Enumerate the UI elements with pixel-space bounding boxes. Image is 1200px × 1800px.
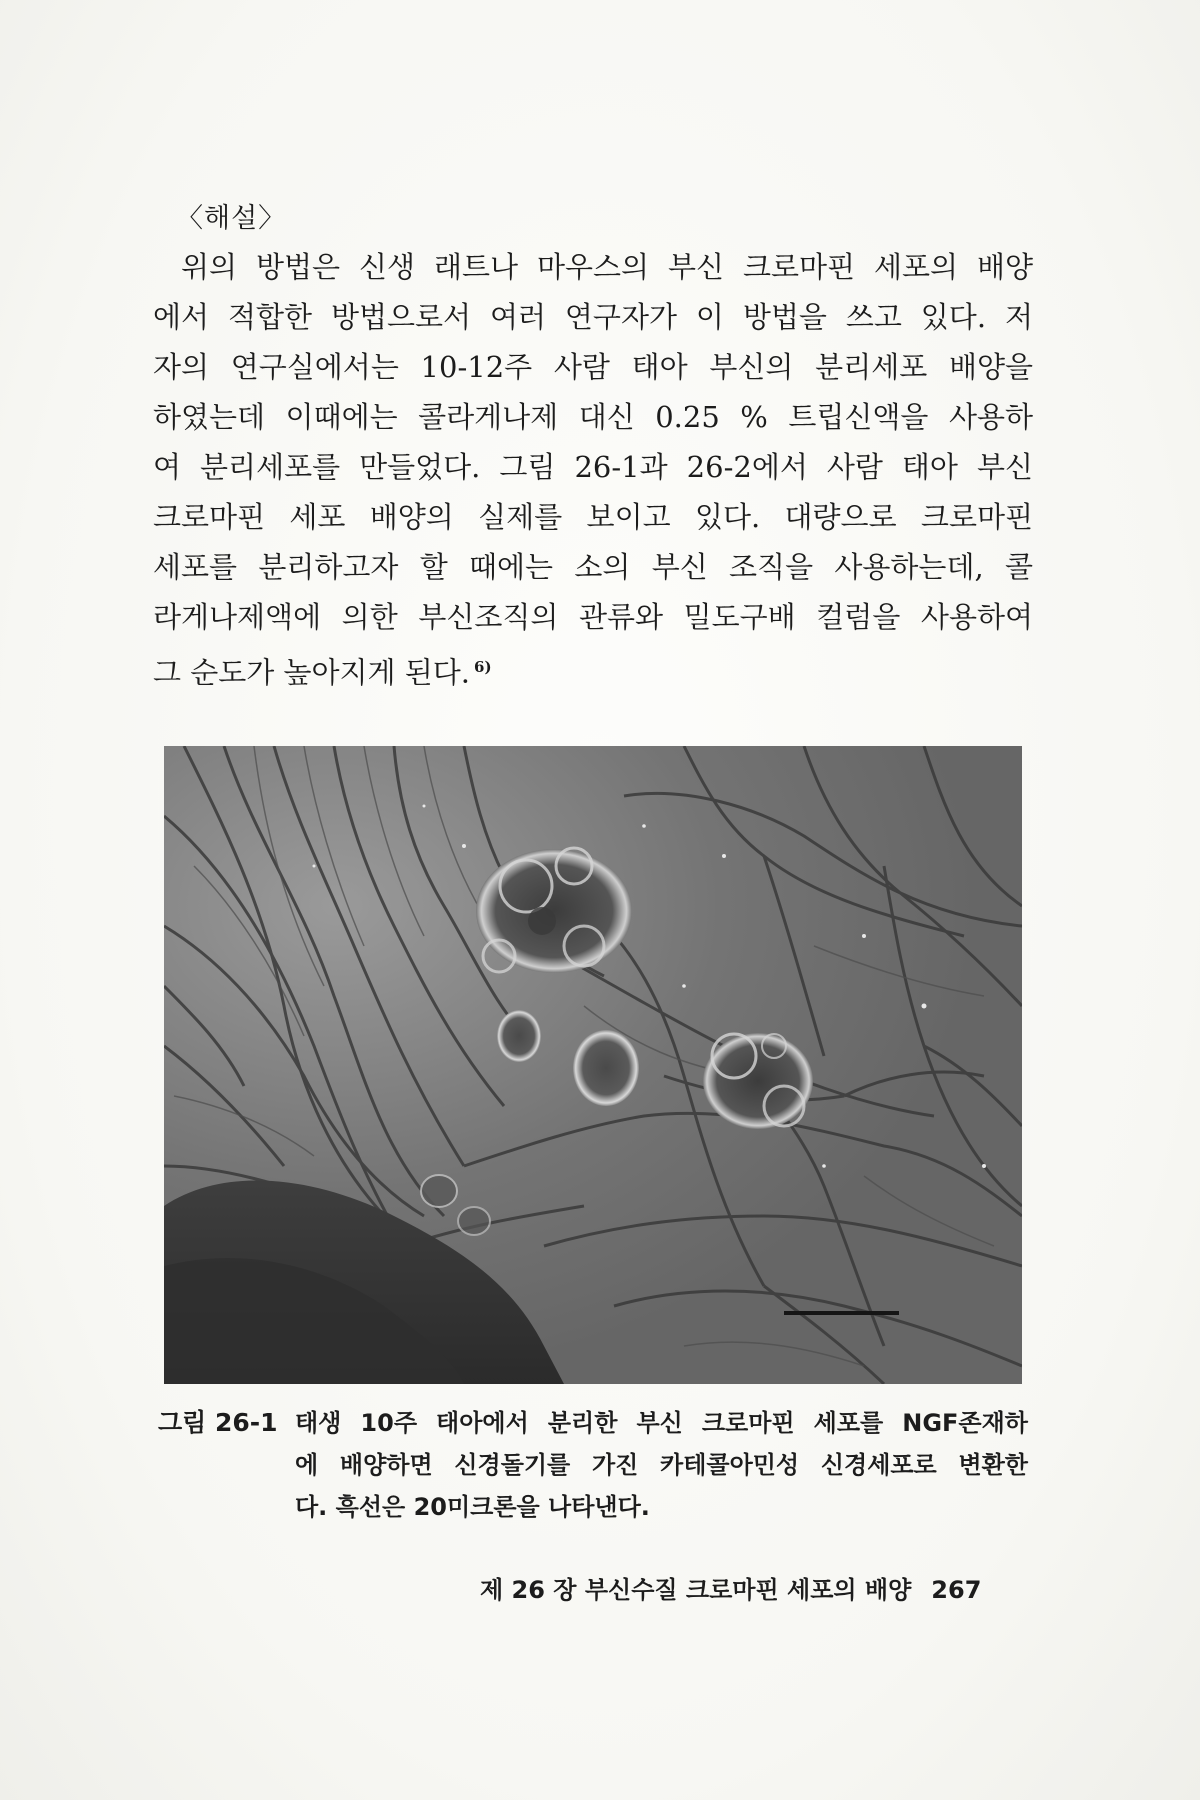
cell-cluster bbox=[703, 1033, 813, 1129]
body-line-text: 그 순도가 높아지게 된다. bbox=[153, 655, 471, 690]
body-line-last bbox=[153, 642, 1033, 692]
caption-line: 에 배양하면 신경돌기를 가진 카테콜아민성 신경세포로 변환한 bbox=[295, 1451, 1028, 1479]
body-line: 에서 적합한 방법으로서 여러 연구자가 이 방법을 쓰고 있다. 저 bbox=[153, 300, 1033, 334]
micrograph-image bbox=[164, 746, 1022, 1384]
chapter-title: 제 26 장 부신수질 크로마핀 세포의 배양 bbox=[480, 1576, 912, 1604]
section-heading: 〈해설〉 bbox=[176, 203, 287, 234]
citation-superscript: 6) bbox=[474, 658, 492, 676]
caption-line: 다. 흑선은 20미크론을 나타낸다. bbox=[295, 1493, 650, 1521]
cell-cluster bbox=[476, 849, 632, 973]
body-line: 위의 방법은 신생 래트나 마우스의 부신 크로마핀 세포의 배양 bbox=[181, 250, 1033, 284]
scale-bar bbox=[784, 1311, 899, 1315]
page-number: 267 bbox=[931, 1576, 982, 1604]
caption-line: 태생 10주 태아에서 분리한 부신 크로마핀 세포를 NGF존재하 bbox=[295, 1409, 1028, 1437]
body-line: 하였는데 이때에는 콜라게나제 대신 0.25 % 트립신액을 사용하 bbox=[153, 400, 1033, 434]
body-line: 자의 연구실에서는 10-12주 사람 태아 부신의 분리세포 배양을 bbox=[153, 350, 1033, 384]
caption-text bbox=[295, 1402, 1028, 1528]
body-line: 세포를 분리하고자 할 때에는 소의 부신 조직을 사용하는데, 콜 bbox=[153, 550, 1033, 584]
running-footer bbox=[480, 1570, 981, 1605]
body-paragraph bbox=[153, 242, 1033, 692]
chromaffin-cell bbox=[497, 1010, 541, 1062]
body-line: 여 분리세포를 만들었다. 그림 26-1과 26-2에서 사람 태아 부신 bbox=[153, 450, 1033, 484]
caption-label: 그림 26-1 bbox=[158, 1408, 278, 1437]
chromaffin-cell bbox=[573, 1030, 639, 1106]
micrograph-figure bbox=[164, 746, 1022, 1384]
body-line: 라게나제액에 의한 부신조직의 관류와 밀도구배 컬럼을 사용하여 bbox=[153, 600, 1033, 634]
body-line: 크로마핀 세포 배양의 실제를 보이고 있다. 대량으로 크로마핀 bbox=[153, 500, 1033, 534]
